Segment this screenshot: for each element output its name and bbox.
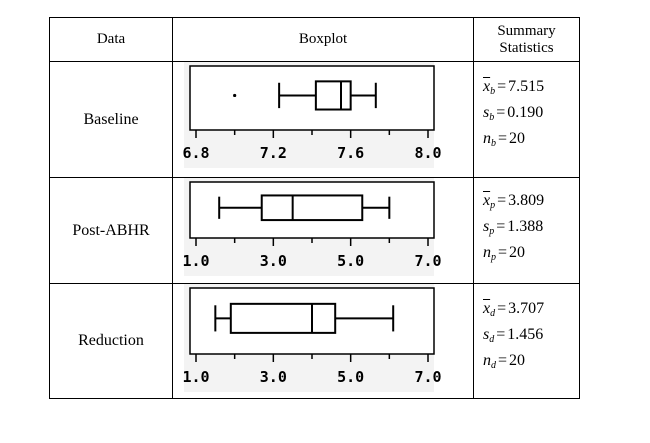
stat-sd: $s_p = 1.388$	[483, 218, 544, 237]
header-data: Data	[50, 18, 173, 62]
stat-sd: $s_b = 0.190$	[483, 104, 544, 123]
axis-tick-label: 5.0	[337, 368, 365, 386]
axis-tick-label: 5.0	[337, 252, 365, 270]
plot-frame	[190, 66, 434, 130]
iqr-box	[316, 81, 351, 109]
header-boxplot: Boxplot	[173, 18, 474, 62]
axis-tick-label: 8.0	[414, 144, 442, 162]
header-row	[50, 18, 580, 62]
row-post-abhr	[50, 178, 580, 284]
stat-n: $n_d = 20$	[483, 352, 526, 371]
stats-cell	[474, 62, 580, 178]
axis-tick-label: 1.0	[182, 252, 210, 270]
axis-tick-label: 7.6	[337, 144, 365, 162]
boxplot-reduction	[182, 284, 442, 392]
axis-tick-label: 7.0	[414, 368, 442, 386]
stats-cell	[474, 284, 580, 399]
iqr-box	[231, 304, 335, 333]
stat-mean: $\overline{x}_b = 7.515$	[483, 78, 545, 97]
header-summary	[474, 18, 580, 62]
axis-tick-label: 7.0	[414, 252, 442, 270]
boxplot-cell	[173, 178, 474, 284]
iqr-box	[262, 195, 363, 220]
header-summary-line2: Statistics	[499, 39, 554, 56]
boxplot-cell	[173, 62, 474, 178]
axis-tick-label: 7.2	[259, 144, 287, 162]
stat-mean: $\overline{x}_d = 3.707$	[483, 300, 545, 319]
stats-cell	[474, 178, 580, 284]
header-summary-line1: Summary	[497, 22, 556, 39]
outlier-point	[233, 94, 236, 97]
summary-table	[49, 17, 580, 399]
row-label: Reduction	[50, 284, 173, 399]
axis-tick-label: 3.0	[259, 252, 287, 270]
boxplot-post-abhr	[182, 178, 442, 276]
stat-n: $n_b = 20$	[483, 130, 526, 149]
axis-tick-label: 6.8	[182, 144, 210, 162]
stat-sd: $s_d = 1.456$	[483, 326, 544, 345]
boxplot-cell	[173, 284, 474, 399]
row-reduction	[50, 284, 580, 399]
row-baseline	[50, 62, 580, 178]
row-label: Baseline	[50, 62, 173, 178]
row-label: Post-ABHR	[50, 178, 173, 284]
axis-tick-label: 1.0	[182, 368, 210, 386]
stat-mean: $\overline{x}_p = 3.809$	[483, 192, 545, 211]
stat-n: $n_p = 20$	[483, 244, 526, 263]
boxplot-baseline	[182, 62, 442, 168]
axis-tick-label: 3.0	[259, 368, 287, 386]
